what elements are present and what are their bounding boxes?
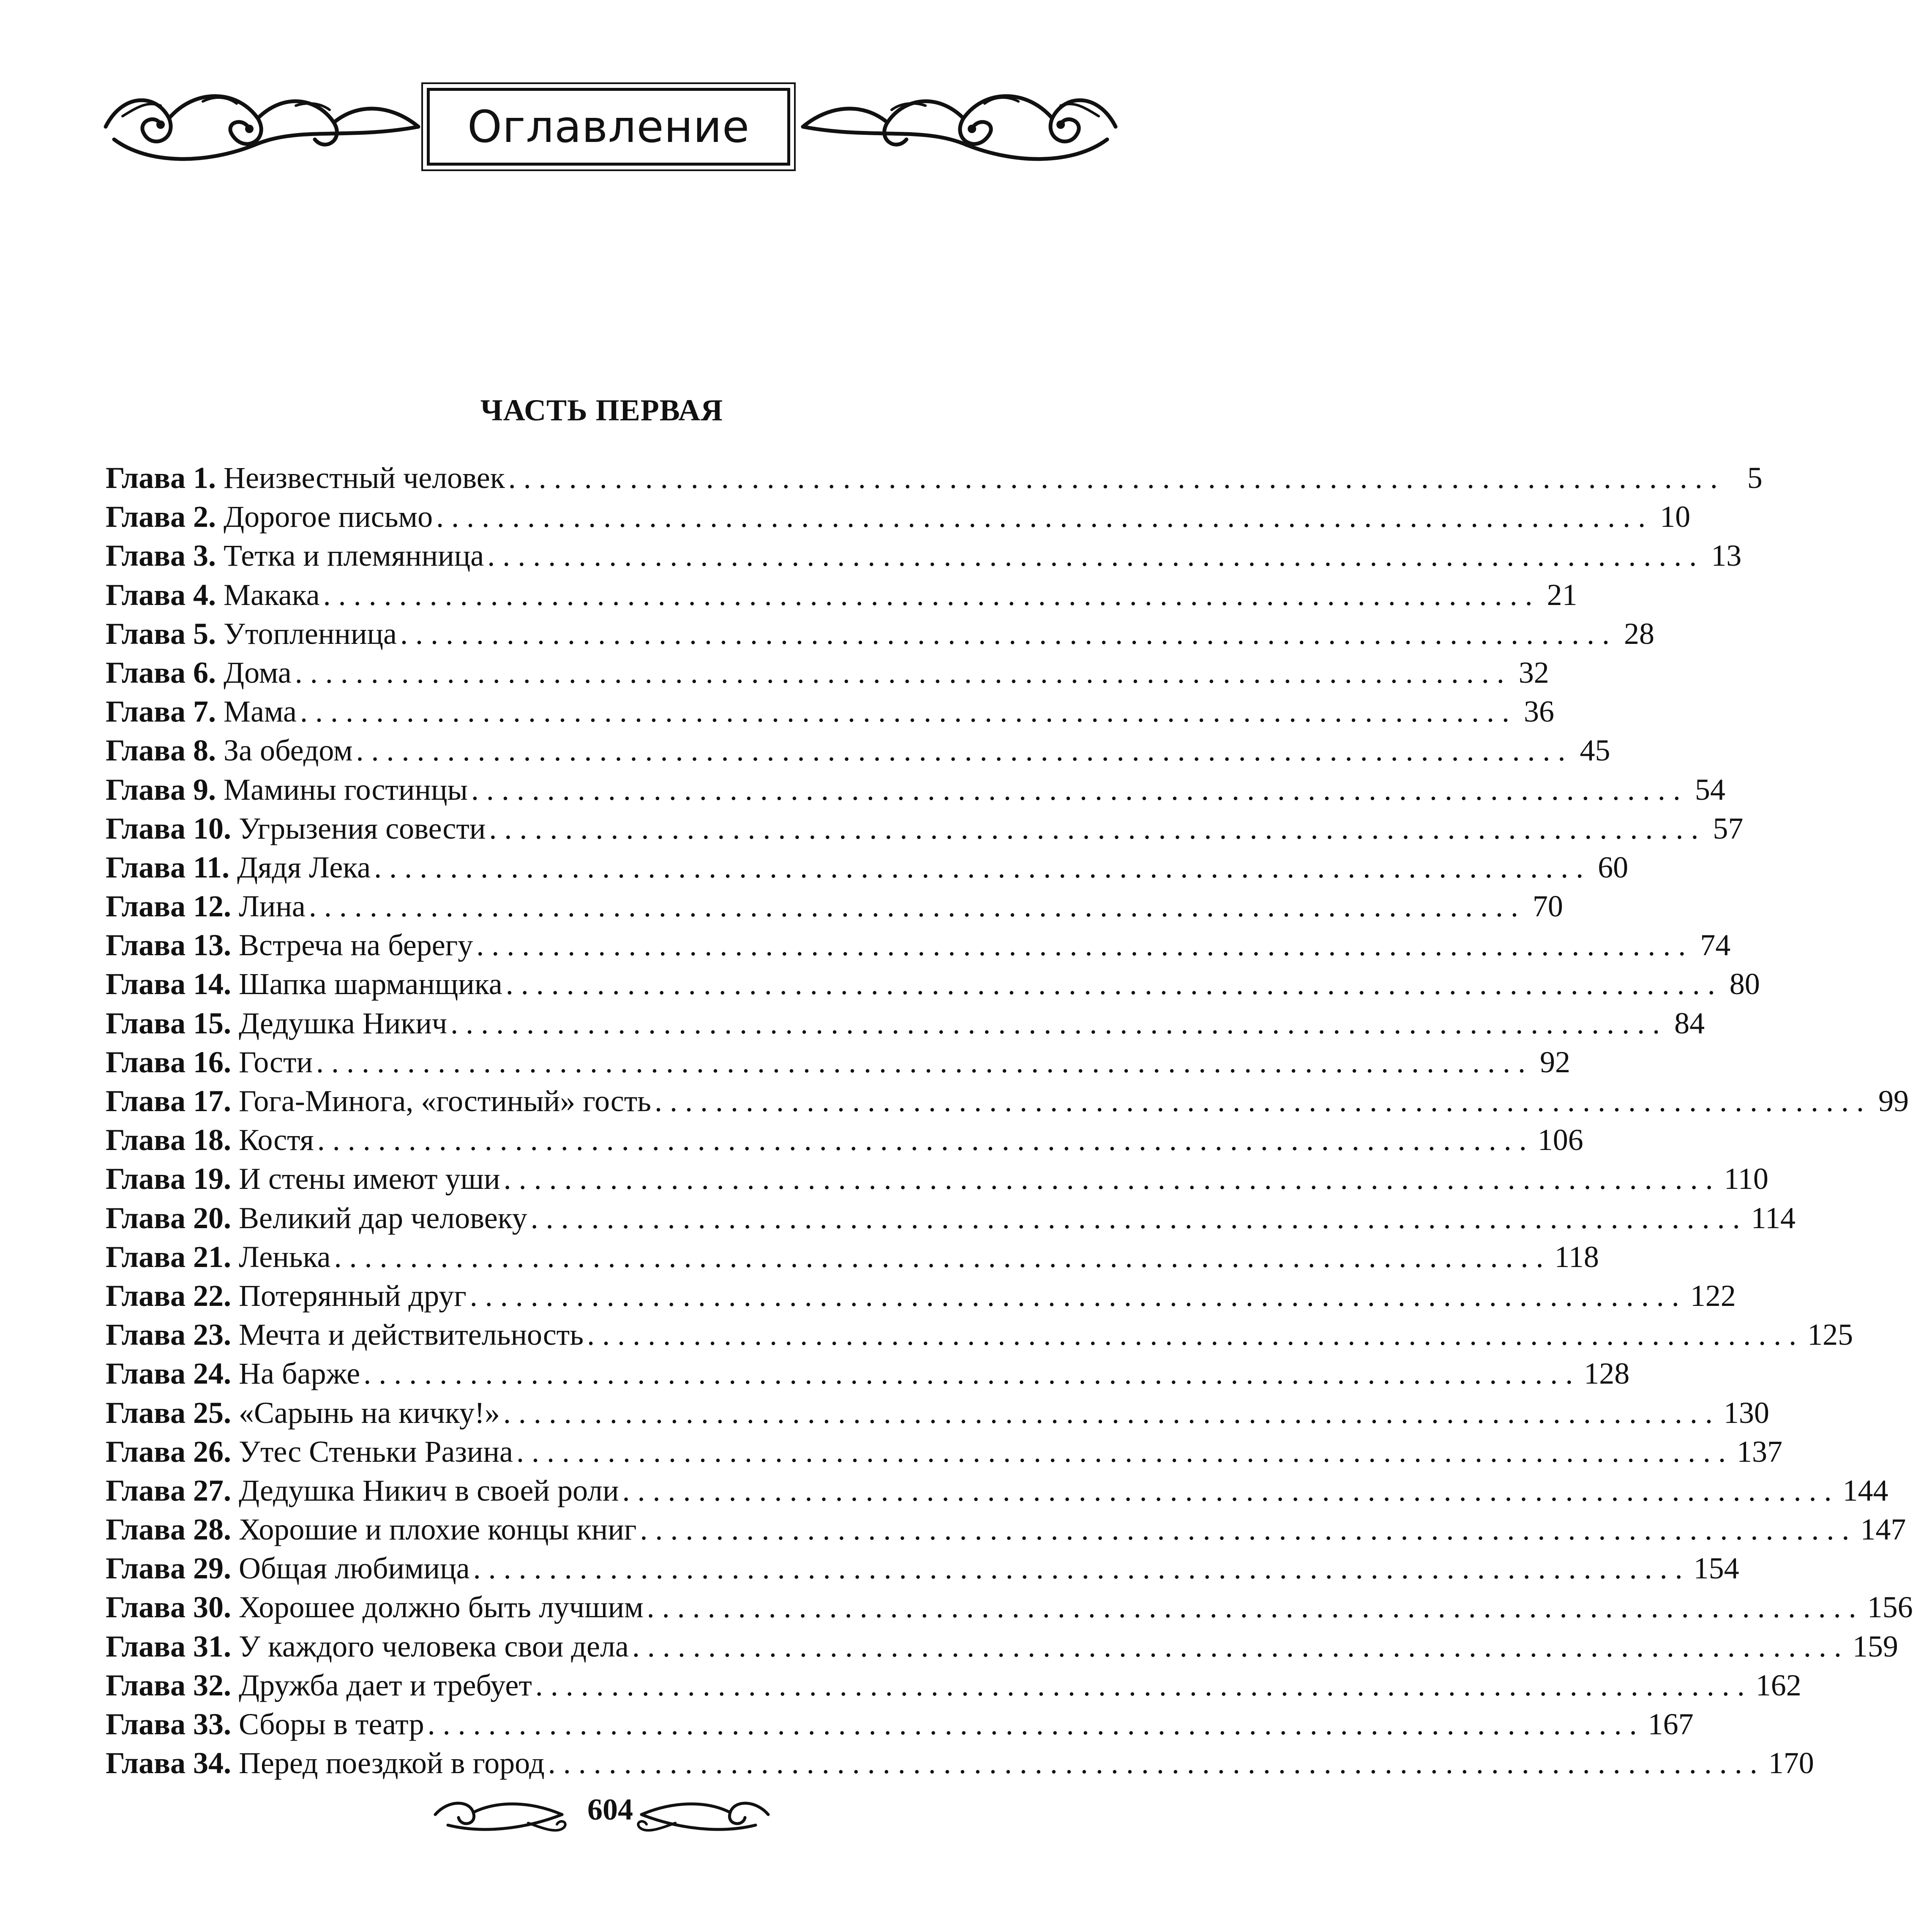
chapter-label: Глава	[106, 1357, 186, 1391]
chapter-page-number: 156	[1867, 1590, 1913, 1624]
chapter-title: Утопленница	[223, 616, 397, 651]
chapter-label: Глава	[106, 967, 186, 1001]
toc-entry	[106, 1627, 1898, 1666]
chapter-number: 2.	[193, 500, 216, 534]
chapter-number: 21.	[193, 1240, 231, 1274]
chapter-number: 16.	[193, 1045, 231, 1079]
chapter-title: Лина	[238, 889, 306, 924]
chapter-number: 15.	[193, 1006, 231, 1040]
chapter-number: 29.	[193, 1551, 231, 1586]
chapter-number: 30.	[193, 1590, 231, 1624]
dot-leader: ................................................................................	[487, 539, 1705, 573]
chapter-number: 7.	[193, 695, 216, 729]
chapter-number: 5.	[193, 616, 216, 651]
chapter-number: 33.	[193, 1707, 231, 1741]
dot-leader: ................................................................................	[334, 1240, 1551, 1274]
toc-entry	[106, 1159, 1768, 1198]
chapter-number: 6.	[193, 655, 216, 689]
dot-leader: ................................................................................	[436, 500, 1654, 534]
chapter-label: Глава	[106, 1512, 186, 1547]
dot-leader: ................................................................................	[427, 1707, 1645, 1741]
toc-entry	[106, 731, 1610, 770]
dot-leader: ................................................................................	[503, 1395, 1720, 1430]
dot-leader: ................................................................................	[308, 889, 1526, 924]
dot-leader: ................................................................................	[323, 578, 1540, 612]
toc-entry	[106, 536, 1742, 575]
toc-entry	[106, 1120, 1583, 1159]
chapter-number: 34.	[193, 1746, 231, 1780]
chapter-label: Глава	[106, 928, 186, 962]
chapter-page-number: 144	[1842, 1473, 1888, 1507]
part-heading: ЧАСТЬ ПЕРВАЯ	[480, 393, 723, 427]
chapter-title: Дорогое письмо	[223, 500, 433, 534]
toc-entry	[106, 1471, 1888, 1510]
chapter-title: Дедушка Никич	[238, 1006, 448, 1040]
dot-leader: ................................................................................	[622, 1473, 1839, 1507]
chapter-page-number: 28	[1624, 616, 1654, 651]
toc-entry	[106, 1004, 1705, 1043]
dot-leader: ................................................................................	[363, 1357, 1581, 1391]
toc-entry	[106, 458, 1763, 497]
chapter-number: 17.	[193, 1084, 231, 1118]
chapter-page-number: 114	[1751, 1201, 1796, 1235]
chapter-number: 31.	[193, 1629, 231, 1663]
dot-leader: ................................................................................	[476, 928, 1694, 962]
chapter-number: 18.	[193, 1123, 231, 1157]
chapter-label: Глава	[106, 1551, 186, 1586]
chapter-label: Глава	[106, 1707, 186, 1741]
toc-entry	[106, 965, 1760, 1003]
chapter-number: 3.	[193, 539, 216, 573]
chapter-title: Великий дар человеку	[238, 1201, 527, 1235]
dot-leader: ................................................................................	[489, 811, 1706, 845]
toc-entry	[106, 692, 1554, 731]
chapter-page-number: 125	[1807, 1318, 1853, 1352]
chapter-title: Утес Стеньки Разина	[238, 1434, 513, 1469]
chapter-label: Глава	[106, 1240, 186, 1274]
chapter-label: Глава	[106, 1668, 186, 1702]
dot-leader: ................................................................................	[535, 1668, 1752, 1702]
toc-entry	[106, 1588, 1913, 1627]
dot-leader: ................................................................................	[548, 1746, 1765, 1780]
dot-leader: ................................................................................	[295, 655, 1512, 689]
chapter-number: 23.	[193, 1318, 231, 1352]
chapter-title: На барже	[238, 1357, 360, 1391]
chapter-title: Встреча на берегу	[238, 928, 473, 962]
chapter-label: Глава	[106, 1395, 186, 1430]
chapter-title: «Сарынь на кичку!»	[238, 1395, 500, 1430]
dot-leader: ................................................................................	[471, 772, 1688, 807]
chapter-number: 20.	[193, 1201, 231, 1235]
chapter-page-number: 74	[1700, 928, 1731, 962]
dot-leader: ................................................................................	[655, 1084, 1872, 1118]
chapter-label: Глава	[106, 850, 186, 884]
chapter-label: Глава	[106, 578, 186, 612]
chapter-label: Глава	[106, 1123, 186, 1157]
dot-leader: ................................................................................	[587, 1318, 1804, 1352]
chapter-title: Костя	[238, 1123, 314, 1157]
chapter-label: Глава	[106, 1045, 186, 1079]
chapter-title: Дома	[223, 655, 292, 689]
dot-leader: ................................................................................	[450, 1006, 1668, 1040]
chapter-label: Глава	[106, 1084, 186, 1118]
chapter-number: 9.	[193, 772, 216, 807]
chapter-number: 13.	[193, 928, 231, 962]
dot-leader: ................................................................................	[632, 1629, 1849, 1663]
chapter-label: Глава	[106, 655, 186, 689]
chapter-page-number: 99	[1878, 1084, 1909, 1118]
chapter-page-number: 60	[1598, 850, 1629, 884]
chapter-page-number: 92	[1540, 1045, 1571, 1079]
chapter-label: Глава	[106, 1278, 186, 1313]
toc-entry	[106, 1199, 1796, 1237]
chapter-title: Мама	[223, 695, 297, 729]
chapter-number: 11.	[193, 850, 229, 884]
chapter-number: 14.	[193, 967, 231, 1001]
toc-entry	[106, 1315, 1853, 1354]
dot-leader: ................................................................................	[316, 1045, 1534, 1079]
dot-leader: ................................................................................	[400, 616, 1617, 651]
footer-ornament	[0, 1783, 1203, 1846]
toc-entry	[106, 614, 1654, 653]
chapter-number: 8.	[193, 733, 216, 768]
chapter-page-number: 110	[1724, 1162, 1768, 1196]
chapter-title: Потерянный друг	[238, 1278, 467, 1313]
chapter-title: Дедушка Никич в своей роли	[238, 1473, 619, 1507]
chapter-title: Гости	[238, 1045, 313, 1079]
chapter-title: Ленька	[238, 1240, 331, 1274]
chapter-title: Хорошие и плохие концы книг	[238, 1512, 637, 1547]
toc-entry	[106, 1432, 1782, 1471]
chapter-page-number: 154	[1693, 1551, 1739, 1586]
toc-entry	[106, 1082, 1909, 1120]
chapter-page-number: 10	[1660, 500, 1691, 534]
chapter-title: Шапка шарманщика	[238, 967, 502, 1001]
toc-entry	[106, 575, 1577, 614]
chapter-page-number: 45	[1580, 733, 1610, 768]
chapter-page-number: 21	[1547, 578, 1577, 612]
chapter-label: Глава	[106, 539, 186, 573]
toc-entry	[106, 1744, 1814, 1782]
toc-entry	[106, 1705, 1694, 1744]
chapter-label: Глава	[106, 772, 186, 807]
chapter-title: И стены имеют уши	[238, 1162, 500, 1196]
chapter-label: Глава	[106, 500, 186, 534]
chapter-page-number: 167	[1648, 1707, 1694, 1741]
toc-entry	[106, 1393, 1769, 1432]
chapter-title: Дядя Лека	[237, 850, 371, 884]
chapter-label: Глава	[106, 461, 186, 495]
dot-leader: ................................................................................	[469, 1278, 1687, 1313]
chapter-page-number: 5	[1747, 461, 1763, 495]
dot-leader: ................................................................................	[530, 1201, 1748, 1235]
toc-entry	[106, 497, 1691, 536]
dot-leader: ................................................................................	[503, 1162, 1721, 1196]
chapter-title: Угрызения совести	[238, 811, 486, 845]
toc-entry	[106, 1237, 1599, 1276]
chapter-title: Хорошее должно быть лучшим	[238, 1590, 644, 1624]
chapter-label: Глава	[106, 695, 186, 729]
dot-leader: ................................................................................	[505, 967, 1723, 1001]
chapter-number: 28.	[193, 1512, 231, 1547]
toc-entry	[106, 1043, 1571, 1082]
chapter-label: Глава	[106, 1746, 186, 1780]
chapter-title: Гога-Минога, «гостиный» гость	[238, 1084, 652, 1118]
chapter-label: Глава	[106, 1434, 186, 1469]
toc-entry	[106, 653, 1549, 692]
chapter-page-number: 118	[1554, 1240, 1599, 1274]
toc-entry	[106, 1276, 1736, 1315]
toc-entry	[106, 770, 1725, 809]
chapter-page-number: 32	[1518, 655, 1549, 689]
chapter-page-number: 122	[1690, 1278, 1736, 1313]
chapter-page-number: 106	[1537, 1123, 1583, 1157]
chapter-title: Мамины гостинцы	[223, 772, 468, 807]
chapter-label: Глава	[106, 889, 186, 924]
chapter-title: Мечта и действительность	[238, 1318, 584, 1352]
chapter-title: За обедом	[223, 733, 353, 768]
chapter-page-number: 84	[1674, 1006, 1705, 1040]
toc-entry	[106, 1510, 1906, 1549]
toc-entry	[106, 1666, 1801, 1705]
dot-leader: ................................................................................	[516, 1434, 1733, 1469]
chapter-label: Глава	[106, 1318, 186, 1352]
chapter-page-number: 159	[1852, 1629, 1898, 1663]
chapter-page-number: 137	[1736, 1434, 1782, 1469]
toc-entry	[106, 809, 1744, 848]
chapter-page-number: 36	[1523, 695, 1554, 729]
chapter-page-number: 162	[1755, 1668, 1801, 1702]
chapter-number: 19.	[193, 1162, 231, 1196]
chapter-title: Общая любимица	[238, 1551, 470, 1586]
toc-entry	[106, 848, 1629, 887]
chapter-label: Глава	[106, 1201, 186, 1235]
chapter-label: Глава	[106, 1629, 186, 1663]
page-title: Оглавление	[427, 88, 790, 166]
toc-entry	[106, 926, 1731, 965]
chapter-page-number: 128	[1584, 1357, 1630, 1391]
chapter-number: 4.	[193, 578, 216, 612]
chapter-number: 26.	[193, 1434, 231, 1469]
chapter-number: 32.	[193, 1668, 231, 1702]
dot-leader: ................................................................................	[640, 1512, 1857, 1547]
chapter-label: Глава	[106, 1006, 186, 1040]
chapter-number: 24.	[193, 1357, 231, 1391]
chapter-label: Глава	[106, 1590, 186, 1624]
chapter-title: Тетка и племянница	[223, 539, 484, 573]
toc-entry	[106, 887, 1563, 926]
header-ornament-banner	[97, 76, 1124, 177]
chapter-title: Дружба дает и требует	[238, 1668, 532, 1702]
dot-leader: ................................................................................	[317, 1123, 1534, 1157]
chapter-number: 12.	[193, 889, 231, 924]
chapter-label: Глава	[106, 616, 186, 651]
dot-leader: ................................................................................	[374, 850, 1591, 884]
chapter-page-number: 13	[1711, 539, 1742, 573]
chapter-page-number: 54	[1695, 772, 1725, 807]
chapter-label: Глава	[106, 733, 186, 768]
chapter-number: 25.	[193, 1395, 231, 1430]
dot-leader: ................................................................................	[473, 1551, 1690, 1586]
toc-entry	[106, 1549, 1739, 1588]
chapter-label: Глава	[106, 1162, 186, 1196]
chapter-title: Сборы в театр	[238, 1707, 424, 1741]
chapter-title: Макака	[223, 578, 320, 612]
chapter-page-number: 57	[1713, 811, 1744, 845]
page-number: 604	[587, 1793, 633, 1826]
dot-leader: ................................................................................	[300, 695, 1517, 729]
chapter-label: Глава	[106, 1473, 186, 1507]
chapter-number: 22.	[193, 1278, 231, 1313]
chapter-page-number: 70	[1532, 889, 1563, 924]
chapter-number: 10.	[193, 811, 231, 845]
dot-leader: ................................................................................	[647, 1590, 1864, 1624]
chapter-number: 1.	[193, 461, 216, 495]
chapter-number: 27.	[193, 1473, 231, 1507]
chapter-page-number: 147	[1860, 1512, 1906, 1547]
table-of-contents	[106, 458, 1913, 1782]
dot-leader: ................................................................................	[508, 461, 1725, 495]
dot-leader: ................................................................................	[356, 733, 1573, 768]
toc-entry	[106, 1354, 1630, 1393]
chapter-page-number: 170	[1768, 1746, 1814, 1780]
chapter-page-number: 130	[1723, 1395, 1769, 1430]
chapter-title: У каждого человека свои дела	[238, 1629, 629, 1663]
chapter-label: Глава	[106, 811, 186, 845]
chapter-title: Перед поездкой в город	[238, 1746, 545, 1780]
chapter-page-number: 80	[1729, 967, 1760, 1001]
chapter-title: Неизвестный человек	[223, 461, 505, 495]
